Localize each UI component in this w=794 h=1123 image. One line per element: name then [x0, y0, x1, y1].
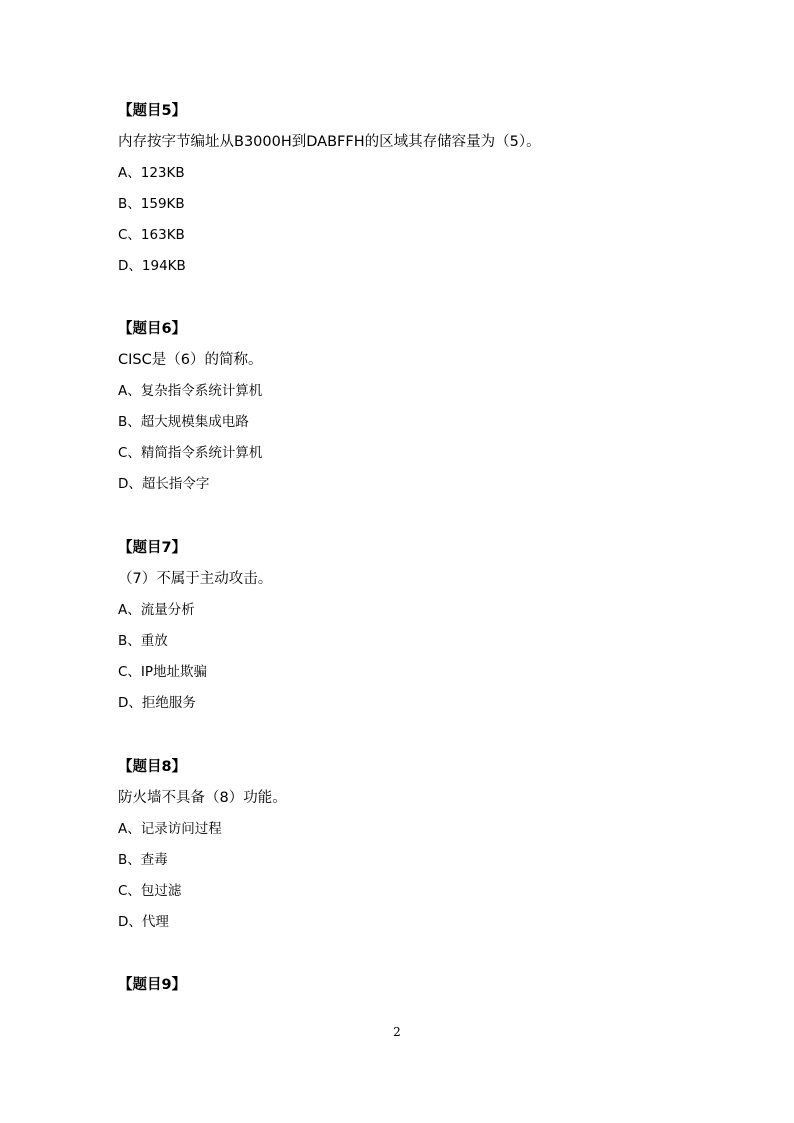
question-stem: 内存按字节编址从B3000H到DABFFH的区域其存储容量为（5）。: [118, 134, 541, 150]
option-c: C、163KB: [118, 227, 185, 243]
question-stem: CISC是（6）的简称。: [118, 352, 263, 368]
page-number: 2: [393, 1025, 401, 1039]
question-title: 【题目5】: [118, 103, 187, 119]
option-c: C、精简指令系统计算机: [118, 445, 263, 461]
option-a: A、记录访问过程: [118, 821, 222, 837]
option-b: B、查毒: [118, 852, 168, 868]
option-b: B、重放: [118, 633, 168, 649]
option-c: C、IP地址欺骗: [118, 664, 208, 680]
question-stem: （7）不属于主动攻击。: [118, 571, 273, 587]
question-5: [118, 101, 718, 276]
option-d: D、拒绝服务: [118, 695, 196, 711]
option-a: A、复杂指令系统计算机: [118, 383, 263, 399]
option-a: A、123KB: [118, 165, 185, 181]
question-stem: 防火墙不具备（8）功能。: [118, 790, 287, 806]
question-8: [118, 757, 718, 932]
question-6: [118, 319, 718, 494]
option-b: B、超大规模集成电路: [118, 414, 249, 430]
question-title: 【题目8】: [118, 759, 187, 775]
option-d: D、超长指令字: [118, 476, 210, 492]
question-7: [118, 538, 718, 713]
question-9: [118, 975, 718, 995]
option-d: D、代理: [118, 914, 169, 930]
option-d: D、194KB: [118, 258, 186, 274]
option-b: B、159KB: [118, 196, 185, 212]
question-title: 【题目9】: [118, 977, 187, 993]
question-title: 【题目7】: [118, 540, 187, 556]
option-a: A、流量分析: [118, 602, 195, 618]
question-title: 【题目6】: [118, 321, 187, 337]
option-c: C、包过滤: [118, 883, 182, 899]
